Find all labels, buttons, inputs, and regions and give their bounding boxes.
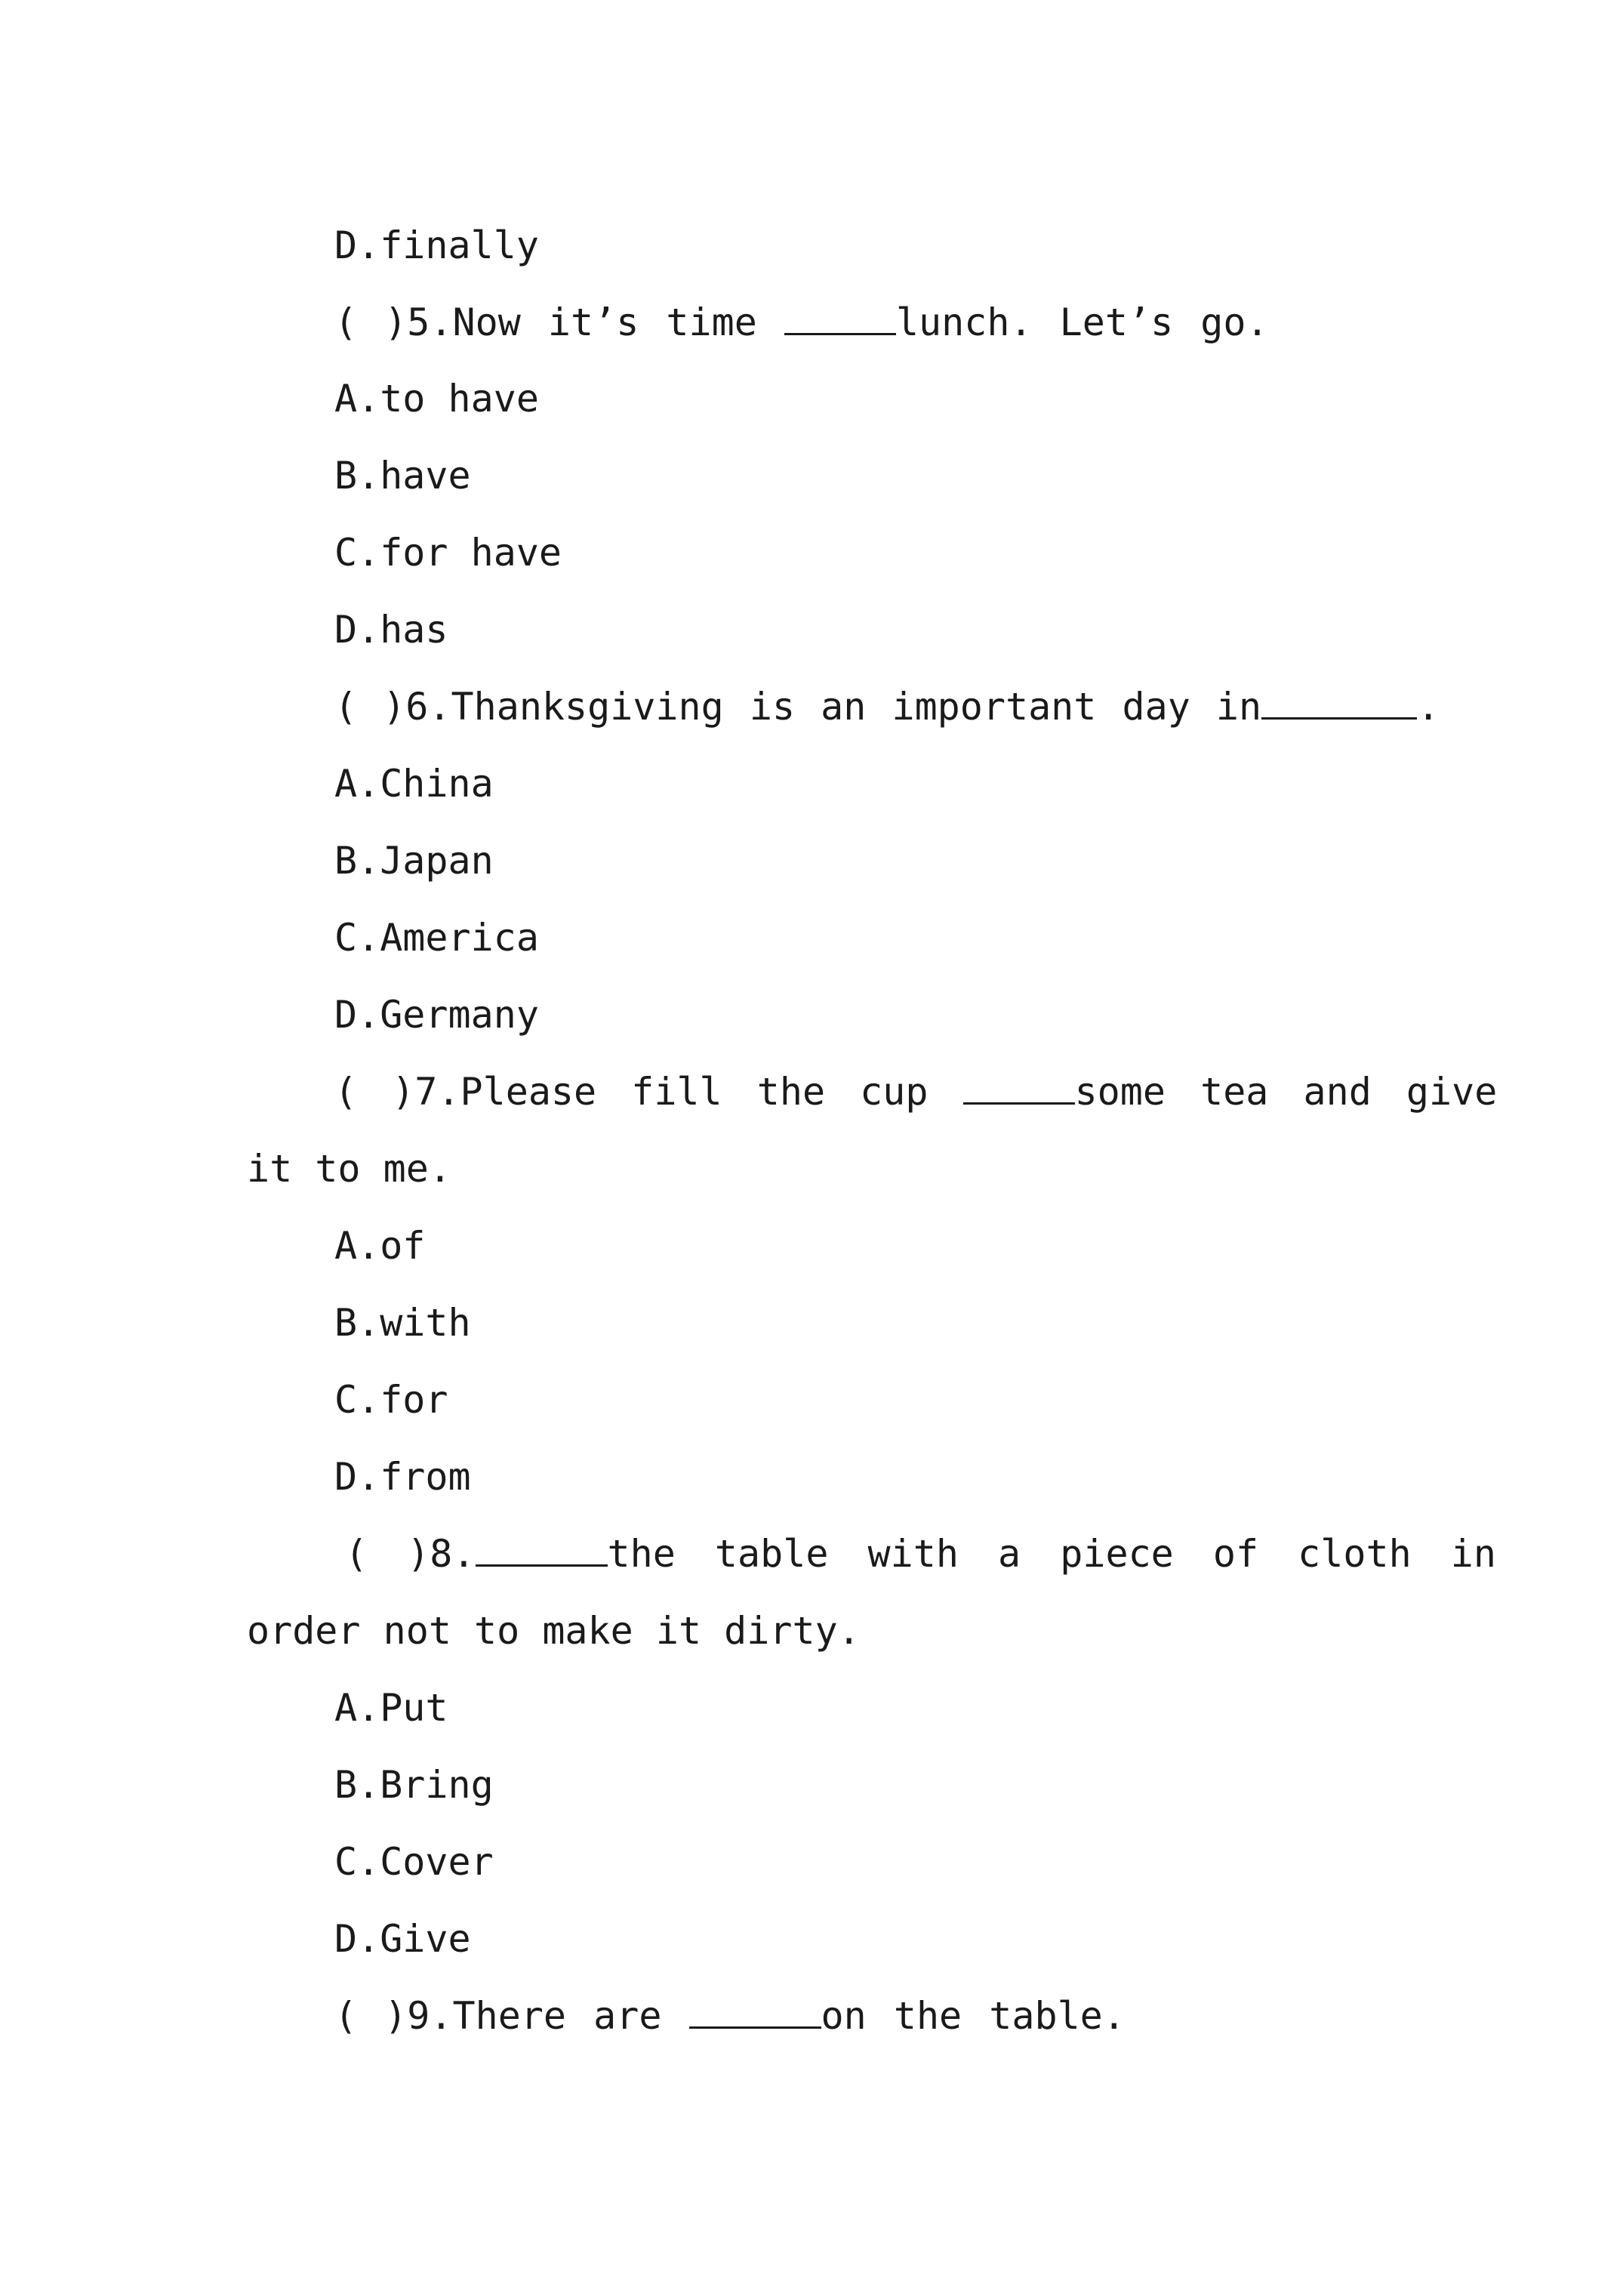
option-6-d — [334, 992, 539, 1037]
option-text: D.from — [334, 1455, 471, 1499]
question-text: ( )6.Thanksgiving is an important day in — [334, 685, 1262, 729]
question-text: order not to make it dirty. — [247, 1609, 861, 1653]
option-text: B.Bring — [334, 1763, 494, 1807]
option-text: A.China — [334, 762, 494, 806]
option-4-d — [334, 223, 539, 268]
option-7-d — [334, 1454, 471, 1499]
question-text: ( )7.Please fill the cup — [334, 1070, 963, 1114]
question-5 — [334, 300, 1269, 345]
answer-blank — [784, 300, 896, 335]
option-text: D.finally — [334, 223, 539, 267]
question-text: it to me. — [247, 1147, 451, 1191]
option-6-b — [334, 838, 494, 883]
question-text: the table with a piece of cloth in — [607, 1532, 1497, 1576]
option-8-c — [334, 1839, 494, 1885]
option-7-c — [334, 1377, 448, 1422]
option-text: A.of — [334, 1224, 426, 1268]
option-text: D.Germany — [334, 993, 539, 1037]
answer-blank — [963, 1069, 1075, 1105]
question-7 — [334, 1069, 1497, 1114]
answer-blank — [476, 1531, 608, 1567]
question-9 — [334, 1993, 1126, 2039]
option-text: B.with — [334, 1301, 471, 1345]
answer-blank — [689, 1993, 821, 2029]
option-6-a — [334, 761, 494, 806]
question-text: on the table. — [821, 1994, 1126, 2038]
option-8-a — [334, 1685, 448, 1730]
option-text: C.for have — [334, 531, 562, 575]
option-5-d — [334, 607, 448, 652]
option-5-c — [334, 530, 562, 575]
option-6-c — [334, 915, 539, 960]
option-text: C.for — [334, 1378, 448, 1422]
question-text: ( )8. — [345, 1532, 476, 1576]
option-text: B.Japan — [334, 839, 494, 883]
option-7-b — [334, 1300, 471, 1345]
question-text: ( )5.Now it’s time — [334, 300, 784, 344]
question-7-continuation — [247, 1146, 451, 1191]
option-text: D.Give — [334, 1917, 471, 1961]
question-text: . — [1417, 685, 1440, 729]
option-text: A.Put — [334, 1686, 448, 1730]
question-8 — [345, 1531, 1496, 1576]
option-8-d — [334, 1916, 471, 1962]
option-text: D.has — [334, 608, 448, 652]
option-7-a — [334, 1223, 425, 1268]
question-text: some tea and give — [1074, 1070, 1498, 1114]
option-5-a — [334, 376, 539, 421]
question-8-continuation — [247, 1608, 861, 1653]
option-5-b — [334, 453, 471, 498]
question-text: lunch. Let’s go. — [895, 300, 1269, 344]
question-text: ( )9.There are — [334, 1994, 689, 2038]
option-text: C.America — [334, 916, 539, 960]
option-8-b — [334, 1762, 494, 1808]
option-text: A.to have — [334, 377, 539, 421]
option-text: C.Cover — [334, 1840, 494, 1884]
option-text: B.have — [334, 454, 471, 498]
question-6 — [334, 684, 1440, 729]
answer-blank — [1261, 684, 1417, 720]
